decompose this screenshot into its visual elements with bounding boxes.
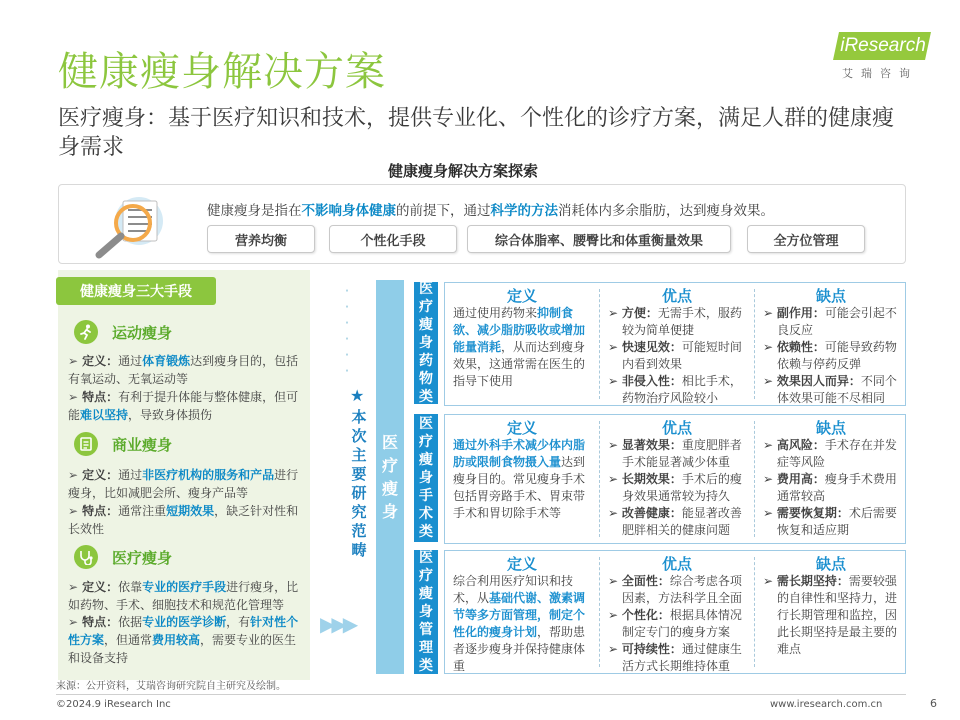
- row-label-management: 医疗瘦身管理类: [414, 550, 438, 674]
- pros-column: [600, 415, 754, 543]
- method-definition: ➢ 定义：通过非医疗机构的服务和产品进行瘦身，比如减肥会所、瘦身产品等: [68, 468, 299, 500]
- cons-column: [755, 551, 907, 673]
- pros-column: [600, 551, 754, 673]
- definition-text: 健康瘦身是指在不影响身体健康的前提下，通过科学的方法消耗体内多余脂肪，达到瘦身效果。: [207, 203, 774, 219]
- logo-text: iResearch: [840, 35, 926, 56]
- method-definition: ➢ 定义：通过体育锻炼达到瘦身目的，包括有氧运动、无氧运动等: [68, 354, 299, 386]
- column-header: 优点: [661, 287, 692, 305]
- method-label: 医疗瘦身: [112, 548, 173, 567]
- definition-text: 通过使用药物来抑制食欲、减少脂肪吸收或增加能量消耗，从而达到瘦身效果，这通常需在医生的指导下使用: [453, 306, 586, 388]
- stethoscope-icon: [74, 545, 98, 569]
- method-label: 商业瘦身: [112, 435, 173, 454]
- page-subtitle: 医疗瘦身：基于医疗知识和技术，提供专业化、个性化的诊疗方案，满足人群的健康瘦身需求: [58, 106, 895, 160]
- website-link[interactable]: www.iresearch.com.cn: [770, 699, 883, 710]
- cons-list: ➢ 高风险：手术存在并发症等风险 ➢ 费用高：瘦身手术费用通常较高 ➢ 需要恢复期：术后需要恢复和适应期: [763, 438, 897, 537]
- explore-title: 健康瘦身解决方案探索: [388, 162, 539, 180]
- scope-bar: 医疗瘦身: [376, 280, 404, 674]
- logo-subtext: 艾瑞咨询: [842, 67, 918, 80]
- footer-divider: [56, 694, 906, 695]
- method-feature: ➢ 特点：有利于提升体能与整体健康，但可能难以坚持，导致身体损伤: [68, 390, 299, 422]
- row-label-surgery: 医疗瘦身手术类: [414, 414, 438, 542]
- method-exercise: [74, 320, 172, 344]
- row-drugs: [444, 282, 906, 406]
- dotted-connector: · · · · · ·: [344, 282, 350, 380]
- running-icon: [74, 320, 98, 344]
- column-header: 缺点: [815, 555, 846, 573]
- definition-column: [445, 283, 599, 405]
- tag-nutrition: 营养均衡: [207, 225, 315, 253]
- iresearch-logo: [826, 32, 934, 82]
- definition-box: [58, 184, 906, 264]
- column-header: 优点: [661, 555, 692, 573]
- page-title: 健康瘦身解决方案: [58, 49, 386, 95]
- pros-list: ➢ 全面性：综合考虑各项因素，方法科学且全面 ➢ 个性化：根据具体情况制定专门的瘦身方案 ➢ 可持续性：通过健康生活方式长期维持体重: [608, 574, 743, 673]
- definition-column: [445, 415, 599, 543]
- column-header: 定义: [506, 287, 537, 305]
- cons-column: [755, 283, 907, 405]
- method-commercial: [74, 432, 172, 456]
- row-surgery: [444, 414, 906, 544]
- tag-measurement: 综合体脂率、腰臀比和体重衡量效果: [467, 225, 731, 253]
- document-icon: [74, 432, 98, 456]
- method-definition: ➢ 定义：依靠专业的医疗手段进行瘦身，比如药物、手术、细胞技术和规范化管理等: [68, 580, 299, 612]
- column-header: 缺点: [815, 287, 846, 305]
- method-feature: ➢ 特点：依据专业的医学诊断，有针对性个性方案，但通常费用较高，需要专业的医生和设备支持: [68, 615, 299, 665]
- page-number: 6: [930, 697, 937, 710]
- column-header: 优点: [661, 419, 692, 437]
- chevron-right-icon: ▶▶▶: [320, 612, 355, 636]
- copyright: ©2024.9 iResearch Inc: [56, 699, 171, 710]
- definition-text: 通过外科手术减少体内脂肪或限制食物摄入量达到瘦身目的。常见瘦身手术包括胃旁路手术、胃束带手术和胃切除手术等: [453, 438, 586, 520]
- pros-list: ➢ 方便：无需手术，服药较为简单便捷 ➢ 快速见效：可能短时间内看到效果 ➢ 非侵入性：相比手术，药物治疗风险较小: [608, 306, 742, 405]
- method-label: 运动瘦身: [112, 323, 173, 342]
- tag-personalized: 个性化手段: [329, 225, 457, 253]
- definition-text: 综合利用医疗知识和技术，从基础代谢、激素调节等多方面管理，制定个性化的瘦身计划，帮助患者逐步瘦身并保持健康体重: [453, 574, 586, 673]
- cons-column: [755, 415, 907, 543]
- row-label-drugs: 医疗瘦身药物类: [414, 282, 438, 404]
- methods-header: 健康瘦身三大手段: [56, 277, 216, 305]
- definition-column: [445, 551, 599, 673]
- magnifier-document-icon: [87, 193, 175, 259]
- column-header: 定义: [506, 555, 537, 573]
- method-feature: ➢ 特点：通常注重短期效果，缺乏针对性和长效性: [68, 504, 299, 536]
- column-header: 缺点: [815, 419, 846, 437]
- source-note: 来源：公开资料，艾瑞咨询研究院自主研究及绘制。: [56, 681, 286, 692]
- column-header: 定义: [506, 419, 537, 437]
- tag-management: 全方位管理: [747, 225, 865, 253]
- row-management: [444, 550, 906, 674]
- pros-list: ➢ 显著效果：重度肥胖者手术能显著减少体重 ➢ 长期效果：手术后的瘦身效果通常较为持久 ➢ 改善健康：能显著改善肥胖相关的健康问题: [608, 438, 742, 537]
- cons-list: ➢ 需长期坚持：需要较强的自律性和坚持力，进行长期管理和监控，因此长期坚持是最主要的难点: [763, 574, 898, 656]
- scope-label: 本次主要研究范畴: [351, 408, 367, 559]
- star-icon: ★: [350, 386, 365, 405]
- cons-list: ➢ 副作用：可能会引起不良反应 ➢ 依赖性：可能导致药物依赖与停药反弹 ➢ 效果因人而异：不同个体效果可能不尽相同: [763, 306, 897, 405]
- method-medical: [74, 545, 172, 569]
- pros-column: [600, 283, 754, 405]
